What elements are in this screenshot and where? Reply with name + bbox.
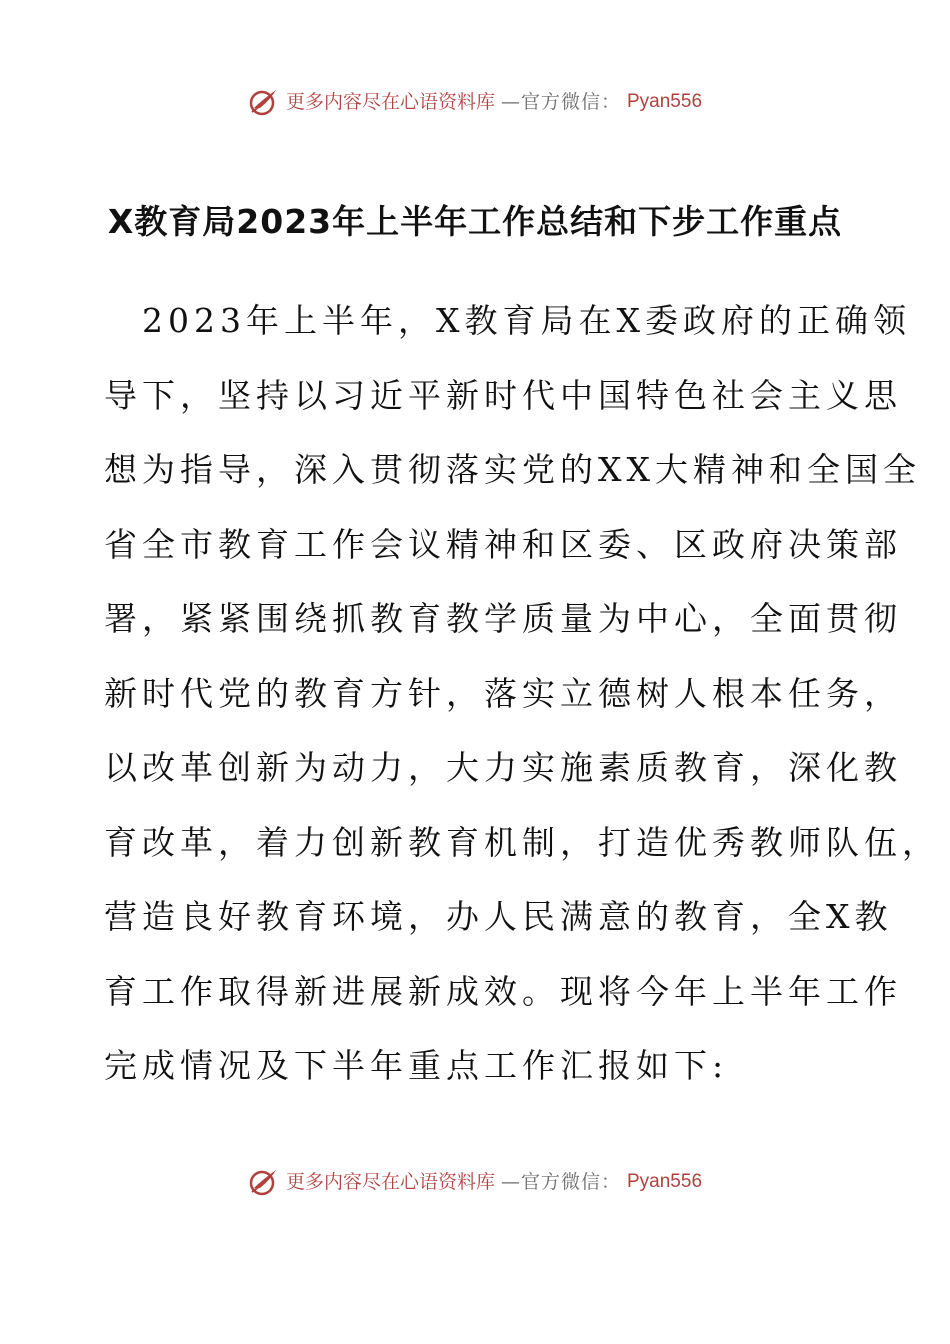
body-paragraph <box>104 297 940 1117</box>
paragraph-line: 育改革，着力创新教育机制，打造优秀教师队伍， <box>104 822 940 862</box>
quill-pen-logo-icon <box>248 1166 280 1198</box>
paragraph-line: 育工作取得新进展新成效。现将今年上半年工作 <box>104 971 902 1011</box>
watermark-banner-top <box>0 86 950 118</box>
quill-pen-logo-icon <box>248 86 280 118</box>
watermark-label: —官方微信： <box>500 91 621 113</box>
watermark-text: 更多内容尽在心语资料库 <box>285 1171 495 1193</box>
paragraph-line: 省全市教育工作会议精神和区委、区政府决策部 <box>104 524 902 564</box>
watermark-banner-bottom <box>0 1166 950 1198</box>
watermark-account: Pyan556 <box>627 1171 703 1192</box>
paragraph-line: 导下，坚持以习近平新时代中国特色社会主义思 <box>104 375 902 415</box>
paragraph-line: 想为指导，深入贯彻落实党的XX大精神和全国全 <box>104 450 921 489</box>
paragraph-line: 2023年上半年，X教育局在X委政府的正确领 <box>104 301 911 340</box>
watermark-account: Pyan556 <box>627 91 703 112</box>
paragraph-line: 营造良好教育环境，办人民满意的教育，全X教 <box>104 897 893 936</box>
paragraph-line: 完成情况及下半年重点工作汇报如下: <box>104 1046 729 1085</box>
watermark-label: —官方微信： <box>500 1171 621 1193</box>
paragraph-line: 署，紧紧围绕抓教育教学质量为中心，全面贯彻 <box>104 599 902 638</box>
paragraph-line: 新时代党的教育方针，落实立德树人根本任务， <box>104 673 902 713</box>
paragraph-line: 以改革创新为动力，大力实施素质教育，深化教 <box>104 748 902 787</box>
document-title: X教育局2023年上半年工作总结和下步工作重点 <box>107 202 843 241</box>
watermark-text: 更多内容尽在心语资料库 <box>285 91 495 113</box>
